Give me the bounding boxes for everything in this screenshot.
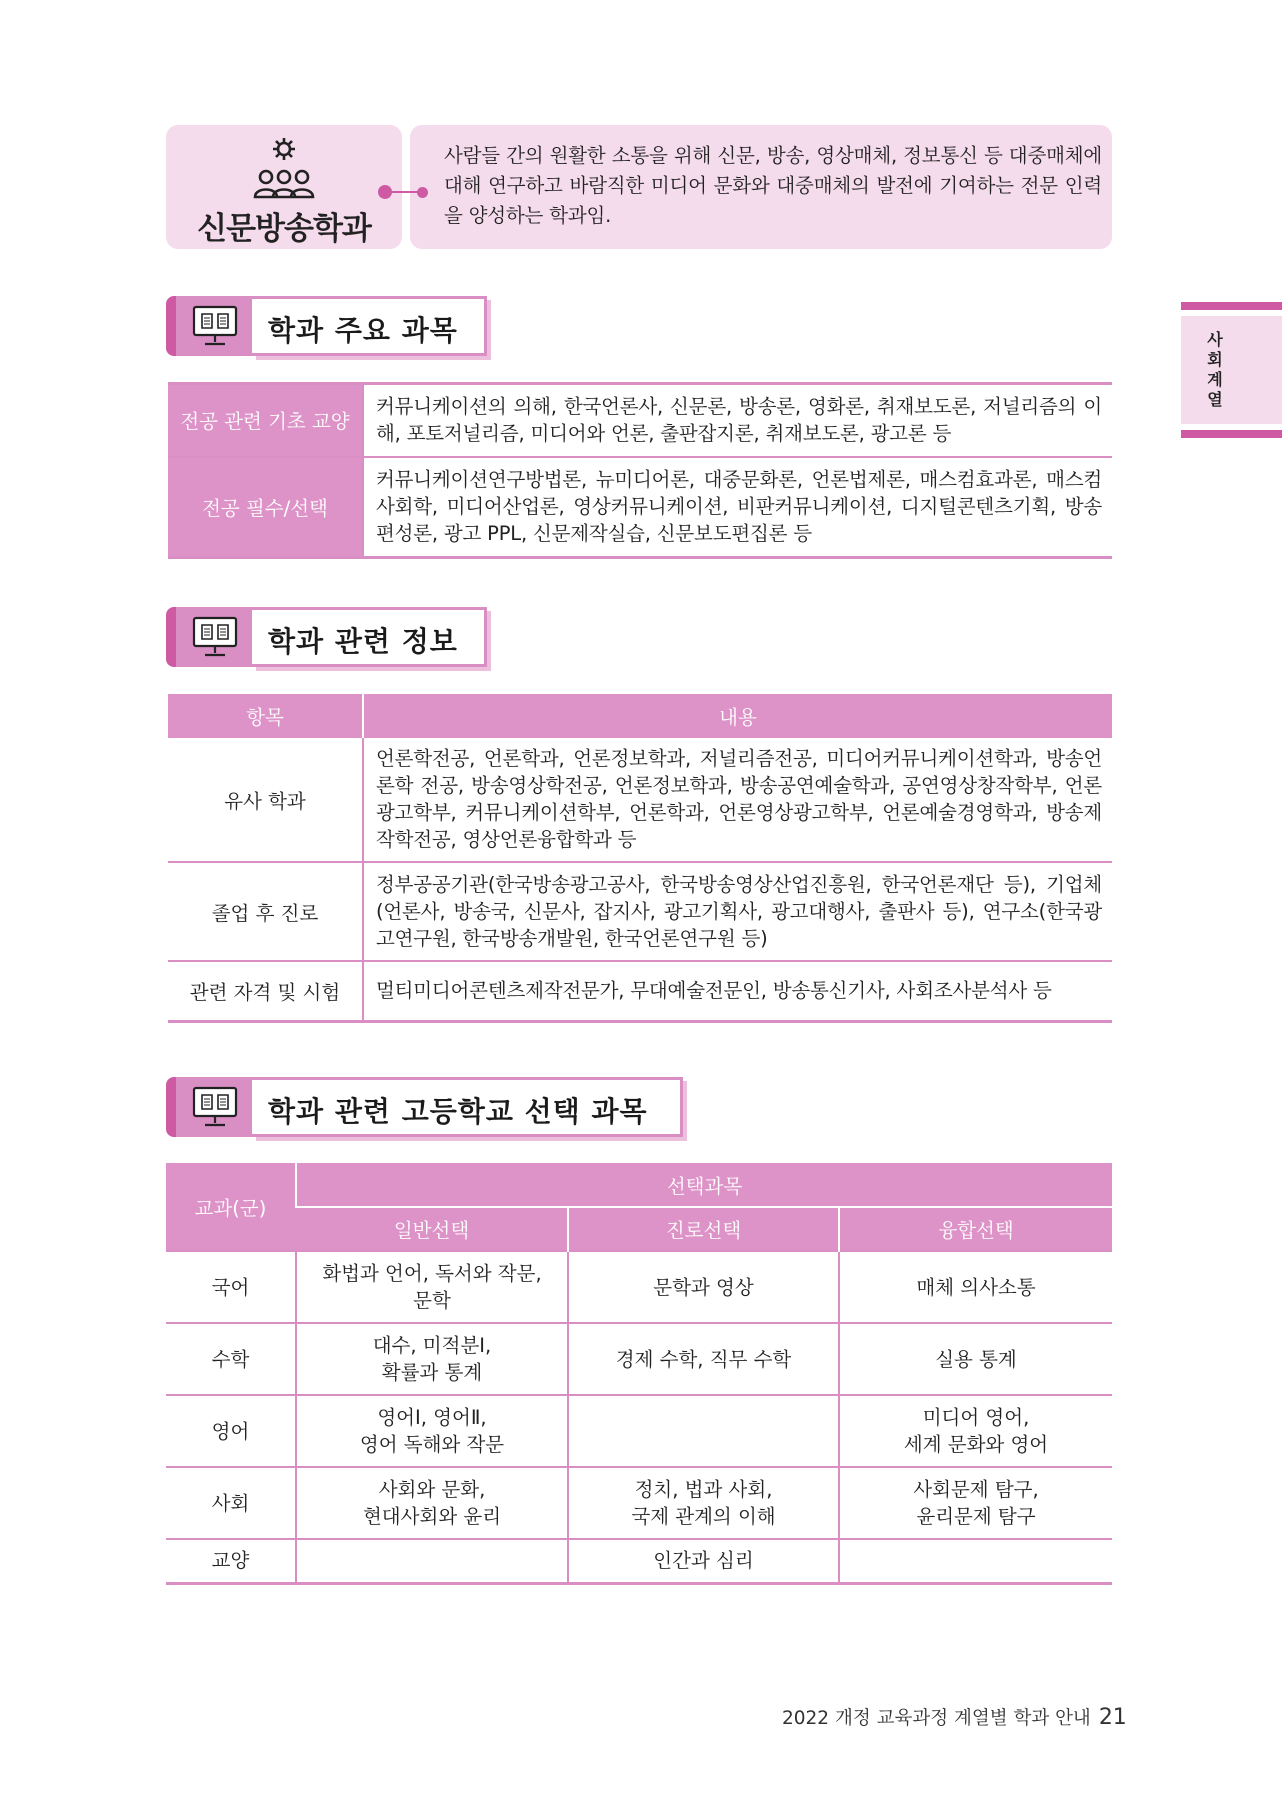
page-number: 21	[1098, 1705, 1127, 1730]
table-row	[166, 1395, 1112, 1467]
general-cell	[296, 1539, 568, 1583]
row-label: 전공 관련 기초 교양	[168, 384, 363, 457]
career-cell: 정치, 법과 사회, 국제 관계의 이해	[568, 1467, 839, 1539]
connector-dot	[378, 185, 392, 199]
table-row	[168, 862, 1112, 961]
career-cell: 인간과 심리	[568, 1539, 839, 1583]
section-title: 학과 주요 과목	[268, 314, 458, 347]
column-header: 진로선택	[568, 1207, 839, 1251]
subject-cell: 사회	[166, 1467, 296, 1539]
major-subjects-table	[168, 382, 1112, 559]
row-content: 언론학전공, 언론학과, 언론정보학과, 저널리즘전공, 미디어커뮤니케이션학과, 방송언론학 전공, 방송영상학전공, 언론정보학과, 방송공연예술학과, 공연영상창작학부, 언론광고학부, 커뮤니케이션학부, 언론학과, 언론영상광고학부, 언론예술경영학과, 방송제작학전공, 영상언론융합학과 등	[363, 738, 1112, 862]
subject-cell: 교양	[166, 1539, 296, 1583]
table-row	[166, 1323, 1112, 1395]
page-footer	[782, 1704, 1127, 1730]
fusion-cell	[839, 1539, 1112, 1583]
monitor-book-icon	[176, 296, 254, 356]
row-content: 정부공공기관(한국방송광고공사, 한국방송영상산업진흥원, 한국언론재단 등), 기업체(언론사, 방송국, 신문사, 잡지사, 광고기획사, 광고대행사, 출판사 등), 연구소(한국광고연구원, 한국방송개발원, 한국언론연구원 등)	[363, 862, 1112, 961]
footer-text: 2022 개정 교육과정 계열별 학과 안내	[782, 1708, 1091, 1729]
fusion-cell: 실용 통계	[839, 1323, 1112, 1395]
table-row	[168, 961, 1112, 1021]
career-cell: 문학과 영상	[568, 1251, 839, 1323]
general-cell: 사회와 문화, 현대사회와 윤리	[296, 1467, 568, 1539]
row-content: 커뮤니케이션의 의해, 한국언론사, 신문론, 방송론, 영화론, 취재보도론, 저널리즘의 이해, 포토저널리즘, 미디어와 언론, 출판잡지론, 취재보도론, 광고론 등	[363, 384, 1112, 457]
column-header: 융합선택	[839, 1207, 1112, 1251]
column-header: 교과(군)	[166, 1163, 296, 1251]
subject-cell: 수학	[166, 1323, 296, 1395]
side-tab-bar	[1181, 302, 1282, 310]
row-content: 멀티미디어콘텐츠제작전문가, 무대예술전문인, 방송통신기사, 사회조사분석사 등	[363, 961, 1112, 1021]
fusion-cell: 미디어 영어, 세계 문화와 영어	[839, 1395, 1112, 1467]
section-heading-hs-electives	[166, 1077, 680, 1137]
fusion-cell: 사회문제 탐구, 윤리문제 탐구	[839, 1467, 1112, 1539]
section-title: 학과 관련 고등학교 선택 과목	[268, 1095, 648, 1128]
section-heading-major-subjects	[166, 296, 484, 356]
table-row	[168, 738, 1112, 862]
monitor-book-icon	[176, 1077, 254, 1137]
connector-dot	[417, 187, 428, 198]
general-cell: 화법과 언어, 독서와 작문, 문학	[296, 1251, 568, 1323]
column-header: 항목	[168, 694, 363, 738]
column-header: 일반선택	[296, 1207, 568, 1251]
general-cell: 대수, 미적분Ⅰ, 확률과 통계	[296, 1323, 568, 1395]
dept-info-table	[168, 694, 1112, 1023]
monitor-book-icon	[176, 607, 254, 667]
row-label: 관련 자격 및 시험	[168, 961, 363, 1021]
career-cell	[568, 1395, 839, 1467]
table-row	[166, 1539, 1112, 1583]
table-row	[166, 1467, 1112, 1539]
department-card	[166, 125, 402, 249]
career-cell: 경제 수학, 직무 수학	[568, 1323, 839, 1395]
section-heading-dept-info	[166, 607, 484, 667]
side-tab-bar	[1181, 430, 1282, 438]
general-cell: 영어Ⅰ, 영어Ⅱ, 영어 독해와 작문	[296, 1395, 568, 1467]
side-tab-label: 사회계열	[1207, 330, 1223, 409]
table-row	[166, 1251, 1112, 1323]
fusion-cell: 매체 의사소통	[839, 1251, 1112, 1323]
row-label: 졸업 후 진로	[168, 862, 363, 961]
table-row	[168, 457, 1112, 558]
section-title: 학과 관련 정보	[268, 625, 458, 658]
department-name: 신문방송학과	[197, 211, 371, 247]
column-header: 내용	[363, 694, 1112, 738]
subject-cell: 국어	[166, 1251, 296, 1323]
department-description-box	[410, 125, 1112, 249]
hs-electives-table	[166, 1163, 1112, 1585]
row-label: 전공 필수/선택	[168, 457, 363, 558]
row-label: 유사 학과	[224, 789, 306, 813]
row-content: 커뮤니케이션연구방법론, 뉴미디어론, 대중문화론, 언론법제론, 매스컴효과론, 매스컴사회학, 미디어산업론, 영상커뮤니케이션, 비판커뮤니케이션, 디지털콘텐츠기획, 방송편성론, 광고 PPL, 신문제작실습, 신문보도편집론 등	[363, 457, 1112, 558]
column-header: 선택과목	[296, 1163, 1112, 1207]
table-row	[168, 384, 1112, 457]
department-description: 사람들 간의 원활한 소통을 위해 신문, 방송, 영상매체, 정보통신 등 대중매체에 대해 연구하고 바람직한 미디어 문화와 대중매체의 발전에 기여하는 전문 인력을 양성하는 학과임.	[444, 144, 1102, 227]
people-gear-icon	[250, 133, 318, 205]
subject-cell: 영어	[166, 1395, 296, 1467]
side-tab	[1181, 316, 1282, 424]
